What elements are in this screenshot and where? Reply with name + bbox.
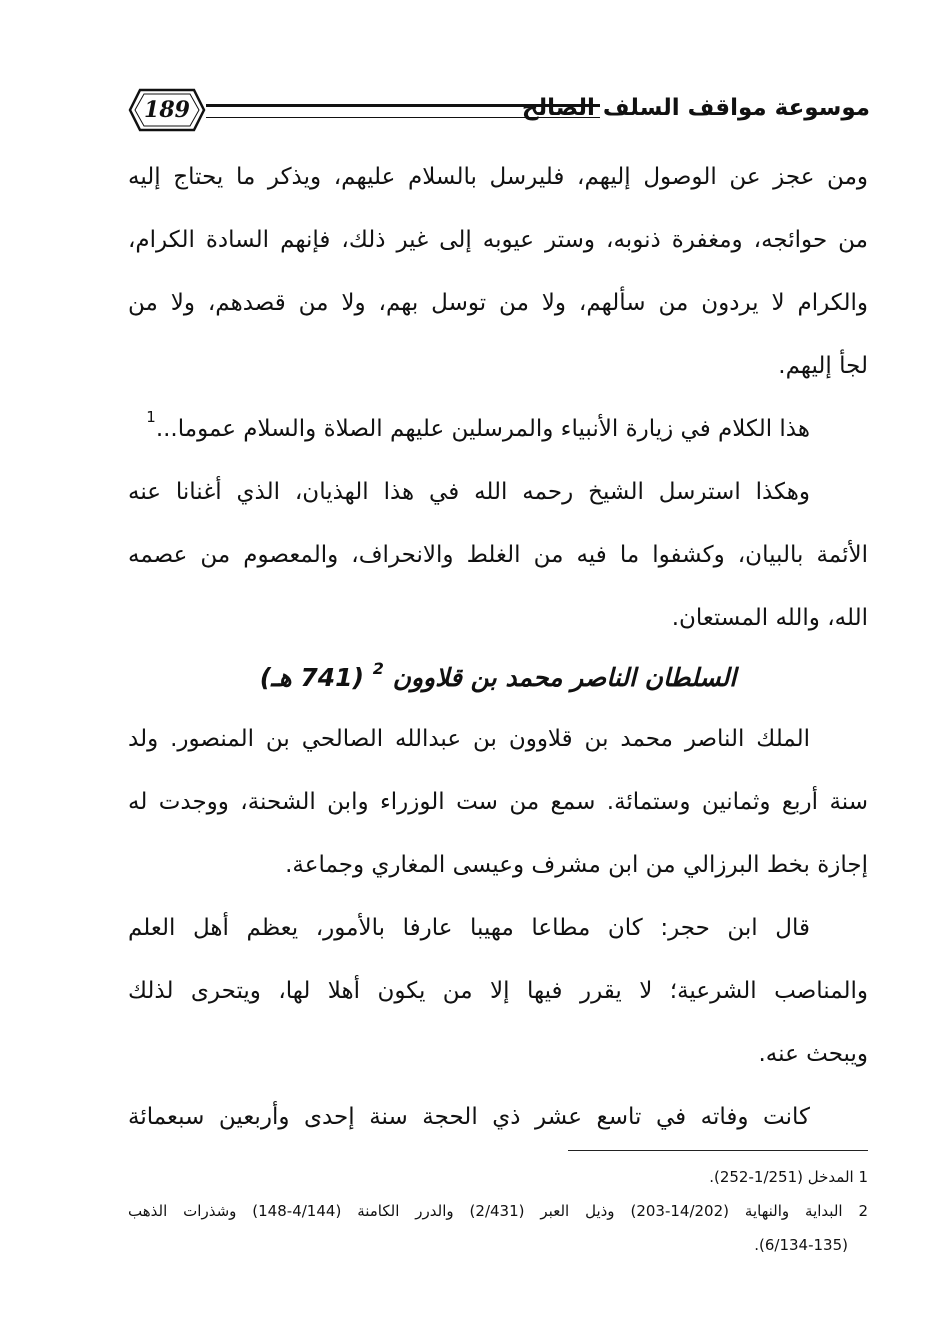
section-1-text — [128, 146, 868, 650]
text-line: والمناصب الشرعية؛ لا يقرر فيها إلا من يكون أهلا لها، ويتحرى لذلك — [128, 978, 868, 1004]
paragraph — [128, 708, 868, 897]
text-line: سنة أربع وثمانين وستمائة. سمع من ست الوزراء وابن الشحنة، ووجدت له — [128, 789, 868, 815]
text-line — [128, 398, 868, 461]
paragraph-text: هذا الكلام في زيارة الأنبياء والمرسلين عليهم الصلاة والسلام عموما... — [155, 416, 810, 442]
text-line: ويبحث عنه. — [758, 1041, 868, 1067]
footnote-1: 1 المدخل (1/251-252). — [709, 1168, 868, 1186]
text-line: إجازة بخط البرزالي من ابن مشرف وعيسى المغاري وجماعة. — [285, 852, 868, 878]
text-line: كانت وفاته في تاسع عشر ذي الحجة سنة إحدى وأربعين سبعمائة — [128, 1104, 810, 1130]
page-number-badge — [128, 88, 206, 132]
text-line: والكرام لا يردون من سألهم، ولا من توسل بهم، ولا من قصدهم، ولا من — [128, 290, 868, 316]
paragraph — [128, 461, 868, 650]
text-line: من حوائجه، ومغفرة ذنوبه، وستر عيوبه إلى غير ذلك، فإنهم السادة الكرام، — [128, 227, 868, 253]
text-line: قال ابن حجر: كان مطاعا مهيبا عارفا بالأمور، يعظم أهل العلم — [128, 915, 810, 941]
heading-text: السلطان الناصر محمد بن قلاوون — [392, 663, 737, 692]
text-line: الله، والله المستعان. — [671, 605, 868, 631]
section-heading — [128, 648, 868, 708]
footnote-reference: 1 — [146, 408, 156, 426]
text-line: ومن عجز عن الوصول إليهم، فليرسل بالسلام عليهم، ويذكر ما يحتاج إليه — [128, 164, 868, 190]
footnote-separator — [568, 1150, 868, 1151]
paragraph — [128, 897, 868, 1086]
footnote-reference: 2 — [372, 659, 384, 678]
footnote-2: 2 البداية والنهاية (14/202-203) وذيل العبر (2/431) والدرر الكامنة (4/144-148) وشذرات الذهب — [128, 1202, 868, 1220]
page-number: 189 — [144, 97, 190, 123]
text-line: لجأ إليهم. — [778, 353, 868, 379]
page-header — [120, 82, 870, 146]
paragraph — [128, 398, 868, 461]
paragraph — [128, 1086, 868, 1149]
text-line: الأئمة بالبيان، وكشفوا ما فيه من الغلط والانحراف، والمعصوم من عصمه — [128, 542, 868, 568]
footnote-2-continued: (6/134-135). — [754, 1236, 848, 1254]
text-line: وهكذا استرسل الشيخ رحمه الله في هذا الهذيان، الذي أغنانا عنه — [128, 479, 810, 505]
heading-date: (741 هـ) — [259, 663, 365, 692]
section-2-text — [128, 708, 868, 1149]
paragraph — [128, 146, 868, 398]
text-line: الملك الناصر محمد بن قلاوون بن عبدالله الصالحي بن المنصور. ولد — [128, 726, 810, 752]
running-title: موسوعة مواقف السلف الصالح — [521, 95, 870, 121]
footnotes — [128, 1160, 868, 1262]
